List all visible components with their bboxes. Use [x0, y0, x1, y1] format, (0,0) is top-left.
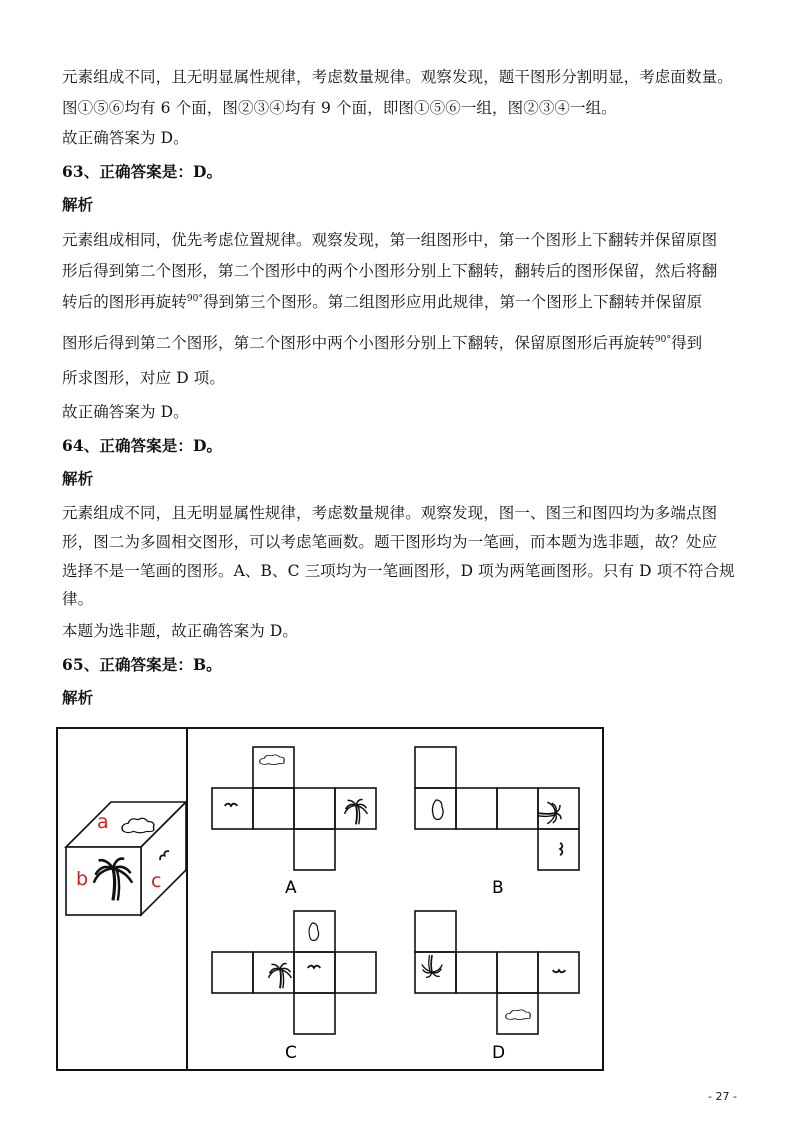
- q63-line-4b: 得到: [671, 334, 703, 352]
- q63-line-1: 元素组成相同，优先考虑位置规律。观察发现，第一组图形中，第一个图形上下翻转并保留原图: [62, 231, 718, 249]
- q63-line-2: 形后得到第二个图形，第二个图形中的两个小图形分别上下翻转，翻转后的图形保留，然后将翻: [62, 262, 718, 280]
- q63-title: 63、正确答案是：D。: [62, 162, 223, 181]
- q64-line-2: 形，图二为多圆相交图形，可以考虑笔画数。题干图形均为一笔画，而本题为选非题，故？处应: [62, 533, 718, 551]
- q64-line-1: 元素组成不同，且无明显属性规律，考虑数量规律。观察发现，图一、图三和图四均为多端点图: [62, 504, 718, 522]
- option-b-label: B: [492, 878, 504, 898]
- q63-heading: 解析: [62, 195, 94, 214]
- cube-label-a: a: [97, 811, 109, 833]
- q63-line-3a: 转后的图形再旋转: [62, 293, 187, 311]
- q63-line-3b: 得到第三个图形。第二组图形应用此规律，第一个图形上下翻转并保留原: [203, 293, 703, 311]
- q63-line-5: 所求图形，对应 D 项。: [62, 369, 225, 387]
- q63-line-3: [62, 292, 702, 315]
- option-d-label: D: [492, 1043, 506, 1063]
- p62-line-2: 图①⑤⑥均有 6 个面，图②③④均有 9 个面，即图①⑤⑥一组，图②③④一组。: [62, 99, 617, 117]
- cube-label-b: b: [76, 868, 89, 890]
- q63-line-4a: 图形后得到第二个图形，第二个图形中两个小图形分别上下翻转，保留原图形后再旋转: [62, 334, 655, 352]
- option-a-label: A: [285, 878, 297, 898]
- q63-line-3-sup: 90°: [186, 294, 204, 304]
- cube-net-figure: [56, 727, 606, 1072]
- p62-line-1: 元素组成不同，且无明显属性规律，考虑数量规律。观察发现，题干图形分割明显，考虑面数量。: [62, 68, 733, 86]
- q64-heading: 解析: [62, 469, 94, 488]
- option-c-label: C: [285, 1043, 297, 1063]
- q64-line-4: 律。: [62, 590, 94, 608]
- page-number: - 27 -: [708, 1090, 737, 1103]
- cube-label-c: c: [151, 870, 162, 892]
- q63-line-4-sup: 90°: [654, 335, 672, 345]
- q63-line-4: [62, 333, 702, 356]
- q64-line-3: 选择不是一笔画的图形。A、B、C 三项均为一笔画图形，D 项为两笔画图形。只有 D 项不符合规: [62, 562, 735, 580]
- q64-title: 64、正确答案是：D。: [62, 436, 223, 455]
- p62-conclusion: 故正确答案为 D。: [62, 129, 189, 147]
- q65-heading: 解析: [62, 688, 94, 707]
- q64-conclusion: 本题为选非题，故正确答案为 D。: [62, 622, 298, 640]
- q65-title: 65、正确答案是：B。: [62, 655, 222, 674]
- q63-conclusion: 故正确答案为 D。: [62, 403, 189, 421]
